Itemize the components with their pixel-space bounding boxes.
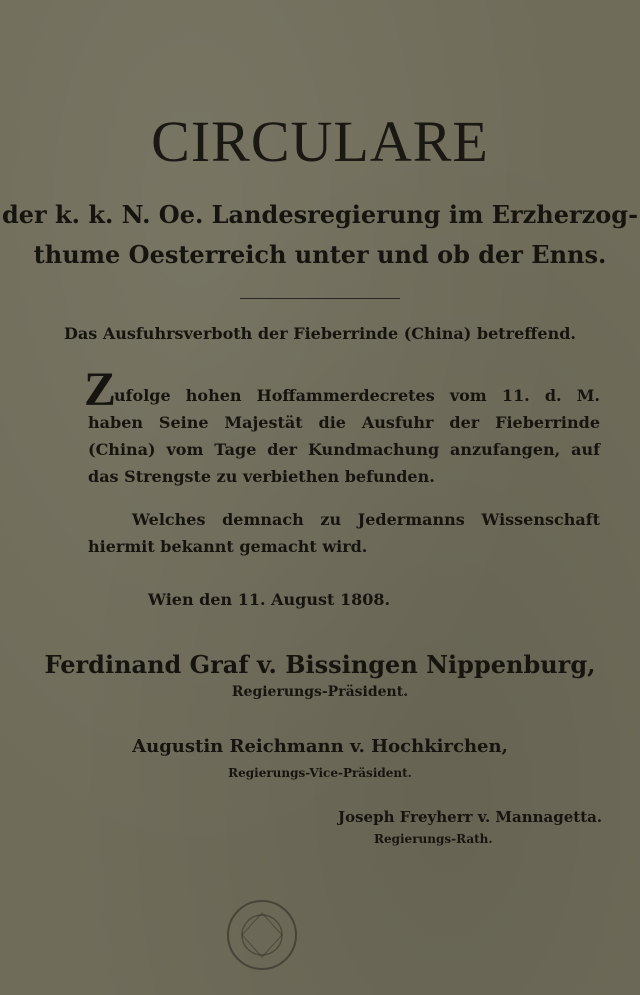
drop-cap: Z bbox=[84, 363, 117, 416]
heading-line-2: thume Oesterreich unter und ob der Enns. bbox=[33, 240, 607, 269]
heading-line-1: der k. k. N. Oe. Landesregierung im Erzherzog- bbox=[1, 200, 639, 229]
subject-line: Das Ausfuhrsverboth der Fieberrinde (China) betreffend. bbox=[64, 324, 576, 343]
dateline: Wien den 11. August 1808. bbox=[148, 590, 391, 609]
paragraph-2: Welches demnach zu Jedermanns Wissenschaft hiermit bekannt gemacht wird. bbox=[88, 510, 600, 556]
signatory-2-title: Regierungs-Vice-Präsident. bbox=[228, 766, 412, 780]
divider-rule bbox=[240, 298, 400, 299]
signatory-3-title: Regierungs-Rath. bbox=[374, 832, 493, 846]
signatory-3-name: Joseph Freyherr v. Mannagetta. bbox=[338, 808, 603, 826]
signatory-1-name: Ferdinand Graf v. Bissingen Nippenburg, bbox=[44, 650, 596, 679]
signatory-1-title: Regierungs-Präsident. bbox=[231, 684, 409, 700]
document-title: CIRCULARE bbox=[151, 109, 489, 174]
signatory-2-name: Augustin Reichmann v. Hochkirchen, bbox=[132, 736, 508, 757]
paragraph-1: ufolge hohen Hoffammerdecretes vom 11. d. M. haben Seine Majestät die Ausfuhr der Fieberrinde (China) vom Tage der Kundmachung anzufangen, auf das Strengste zu verbiethen befunden. bbox=[88, 386, 600, 486]
library-stamp-icon bbox=[220, 893, 304, 977]
